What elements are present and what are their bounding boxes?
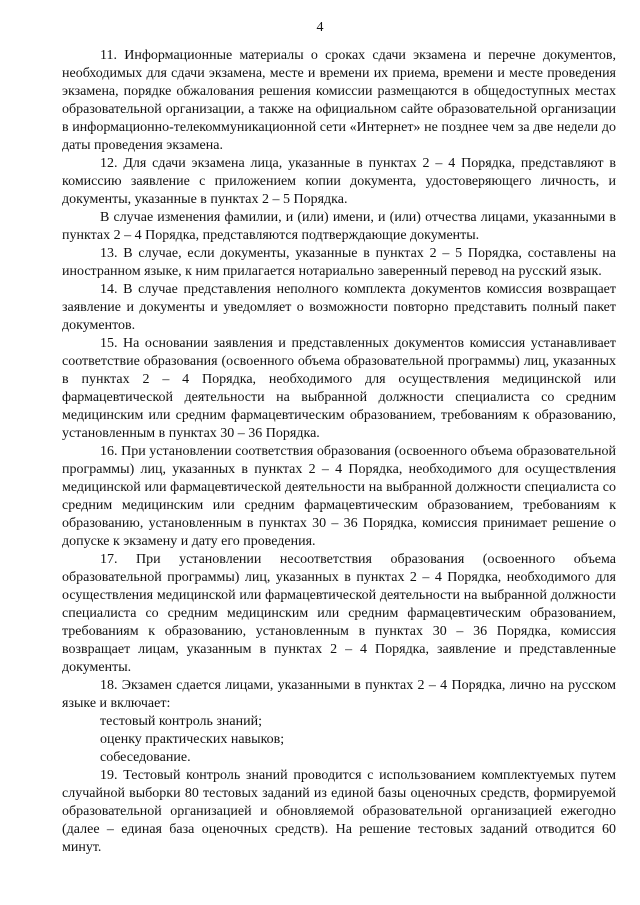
paragraph-14: 14. В случае представления неполного комплекта документов комиссия возвращает заявление и документы и уведомляет о возможности повторно представить полный пакет документов. xyxy=(62,282,616,333)
paragraph-17: 17. При установлении несоответствия образования (освоенного объема образовательной программы) лиц, указанных в пунктах 2 – 4 Порядка, необходимого для осуществления медицинской или фармацевтической деятельности на выбранной должности специалиста со средним медицинским или средним фармацевтическим образованием, требованиям к образованию, установленным в пунктах 30 – 36 Порядка, комиссия возвращает лицам, указанным в пунктах 2 – 4 Порядка, заявление и представленные документы. xyxy=(62,552,616,675)
exam-stage-item: оценку практических навыков; xyxy=(100,732,285,747)
paragraph-12-name-change: В случае изменения фамилии, и (или) имени, и (или) отчества лицами, указанными в пунктах 2 – 4 Порядка, представляются подтверждающие документы. xyxy=(62,210,616,243)
paragraph-19: 19. Тестовый контроль знаний проводится с использованием комплектуемых путем случайной выборки 80 тестовых заданий из единой базы оценочных средств, формируемой образовательной организацией и обновляемой образовательной организацией ежегодно (далее – единая база оценочных средств). На решение тестовых заданий отводится 60 минут. xyxy=(62,768,616,855)
paragraph-16: 16. При установлении соответствия образования (освоенного объема образовательной программы) лиц, указанных в пунктах 2 – 4 Порядка, необходимого для осуществления медицинской или фармацевтической деятельности на выбранной должности специалиста со средним медицинским или средним фармацевтическим образованием, требованиям к образованию, установленным в пунктах 30 – 36 Порядка, комиссия принимает решение о допуске к экзамену и дату его проведения. xyxy=(62,444,616,549)
paragraph-12: 12. Для сдачи экзамена лица, указанные в пунктах 2 – 4 Порядка, представляют в комиссию заявление с приложением копии документа, удостоверяющего личность, и документы, указанные в пунктах 2 – 5 Порядка. xyxy=(62,156,616,207)
exam-stage-item: тестовый контроль знаний; xyxy=(100,714,262,729)
paragraph-15: 15. На основании заявления и представленных документов комиссия устанавливает соответствие образования (освоенного объема образовательной программы) лиц, указанных в пунктах 2 – 4 Порядка, необходимого для осуществления медицинской или фармацевтической деятельности на выбранной должности специалиста со средним медицинским или средним фармацевтическим образованием, требованиям к образованию, установленным в пунктах 30 – 36 Порядка. xyxy=(62,336,616,441)
exam-stage-item: собеседование. xyxy=(100,750,191,765)
paragraph-18: 18. Экзамен сдается лицами, указанными в пунктах 2 – 4 Порядка, лично на русском языке и включает: xyxy=(62,678,616,711)
document-body xyxy=(62,47,616,857)
page-number: 4 xyxy=(316,20,324,35)
paragraph-11: 11. Информационные материалы о сроках сдачи экзамена и перечне документов, необходимых для сдачи экзамена, месте и времени их приема, времени и месте проведения экзамена, порядке обжалования решения комиссии размещаются в общедоступных местах образовательной организации, а также на официальном сайте образовательной организации в информационно-телекоммуникационной сети «Интернет» не позднее чем за две недели до даты проведения экзамена. xyxy=(62,48,616,153)
paragraph-13: 13. В случае, если документы, указанные в пунктах 2 – 5 Порядка, составлены на иностранном языке, к ним прилагается нотариально заверенный перевод на русский язык. xyxy=(62,246,616,279)
